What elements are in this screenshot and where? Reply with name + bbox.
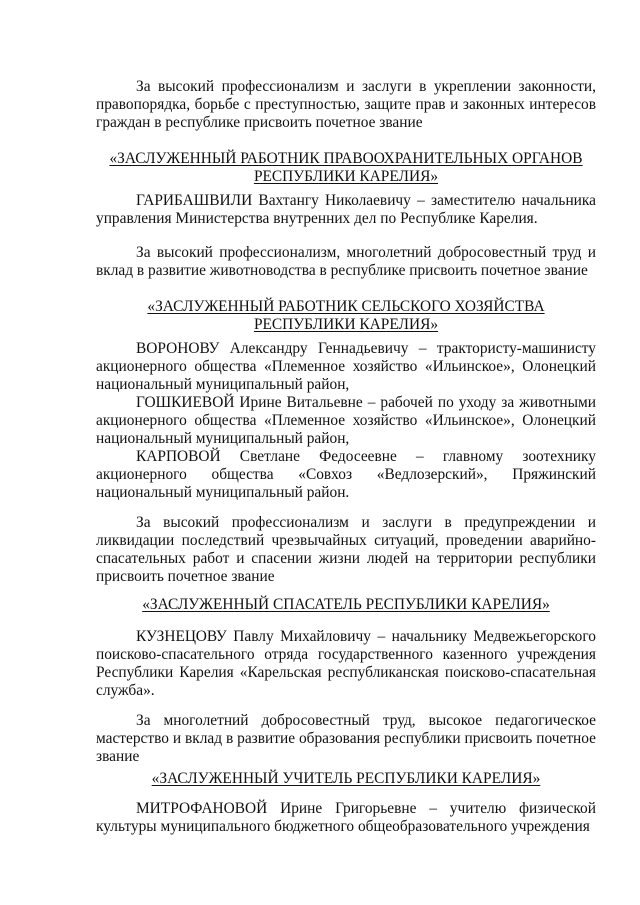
award-title-rescuer — [96, 596, 596, 614]
award-intro-rescuer: За высокий профессионализм и заслуги в предупреждении и ликвидации последствий чрезвычайных ситуаций, проведении аварийно-спасательных работ и спасении жизни людей на территории республики присвоить почетное звание — [96, 514, 596, 585]
award-intro-teacher: За многолетний добросовестный труд, высокое педагогическое мастерство и вклад в развитие образования республики присвоить почетное звание — [96, 712, 596, 765]
awardee-karpova: КАРПОВОЙ Светлане Федосеевне – главному зоотехнику акционерного общества «Совхоз «Ведлозерский», Пряжинский национальный муниципальный район. — [96, 448, 596, 501]
awardee-goshkieva: ГОШКИЕВОЙ Ирине Витальевне – рабочей по уходу за животными акционерного общества «Племенное хозяйство «Ильинское», Олонецкий национальный муниципальный район, — [96, 394, 596, 447]
award-title-line: РЕСПУБЛИКИ КАРЕЛИЯ» — [253, 316, 439, 333]
award-title-agriculture — [96, 298, 596, 334]
award-title-line: «ЗАСЛУЖЕННЫЙ УЧИТЕЛЬ РЕСПУБЛИКИ КАРЕЛИЯ» — [151, 770, 541, 787]
award-title-line: РЕСПУБЛИКИ КАРЕЛИЯ» — [253, 168, 439, 185]
awardee-voronov: ВОРОНОВУ Александру Геннадьевичу – трактористу-машинисту акционерного общества «Племенное хозяйство «Ильинское», Олонецкий национальный муниципальный район, — [96, 340, 596, 393]
award-intro-agriculture: За высокий профессионализм, многолетний добросовестный труд и вклад в развитие животноводства в республике присвоить почетное звание — [96, 244, 596, 279]
award-intro-law-enforcement: За высокий профессионализм и заслуги в укреплении законности, правопорядка, борьбе с преступностью, защите прав и законных интересов граждан в республике присвоить почетное звание — [96, 78, 596, 131]
award-title-teacher — [96, 770, 596, 788]
award-title-line: «ЗАСЛУЖЕННЫЙ РАБОТНИК ПРАВООХРАНИТЕЛЬНЫХ ОРГАНОВ — [109, 150, 583, 167]
awardee-kuznetsov: КУЗНЕЦОВУ Павлу Михайловичу – начальнику Медвежьегорского поисково-спасательного отряда государственного казенного учреждения Республики Карелия «Карельская республиканская поисково-спасательная служба». — [96, 628, 596, 699]
awardee-garibashvili: ГАРИБАШВИЛИ Вахтангу Николаевичу – заместителю начальника управления Министерства внутренних дел по Республике Карелия. — [96, 192, 596, 227]
award-title-line: «ЗАСЛУЖЕННЫЙ РАБОТНИК СЕЛЬСКОГО ХОЗЯЙСТВА — [147, 298, 545, 315]
awardee-mitrofanova: МИТРОФАНОВОЙ Ирине Григорьевне – учителю физической культуры муниципального бюджетного общеобразовательного учреждения — [96, 800, 596, 835]
award-title-law-enforcement — [96, 150, 596, 186]
award-title-line: «ЗАСЛУЖЕННЫЙ СПАСАТЕЛЬ РЕСПУБЛИКИ КАРЕЛИЯ» — [142, 596, 550, 613]
